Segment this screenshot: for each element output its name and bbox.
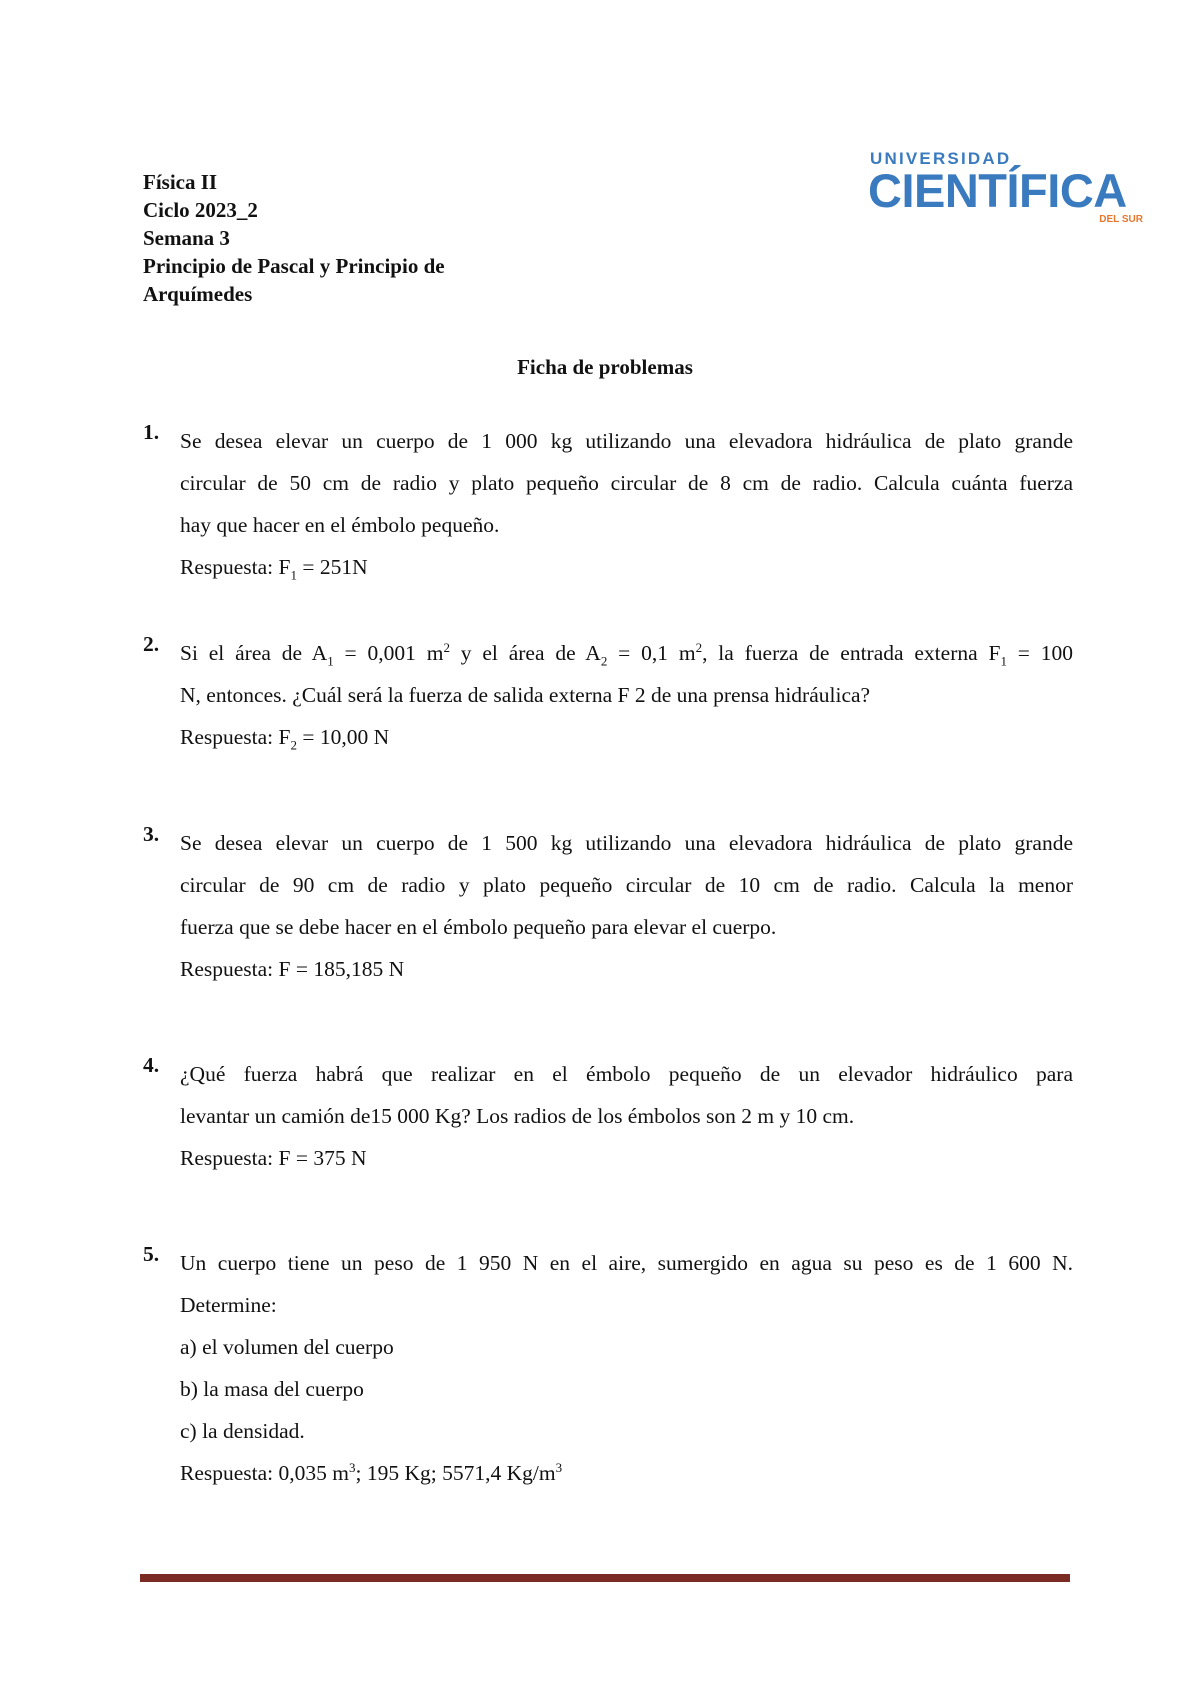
problem-4 — [143, 1053, 1073, 1179]
problem-text-line: Determine: — [180, 1293, 277, 1317]
problem-3 — [143, 822, 1073, 990]
problem-subitem: b) la masa del cuerpo — [180, 1377, 364, 1401]
problem-text-line: Un cuerpo tiene un peso de 1 950 N en el aire, sumergido en agua su peso es de 1 600 N. — [180, 1251, 1073, 1275]
problem-answer: Respuesta: $F_2 = 10,00$ N — [180, 725, 390, 753]
logo-bottom-text: DEL SUR — [1099, 214, 1143, 225]
problem-number: 1. — [143, 420, 160, 444]
problem-number: 2. — [143, 632, 160, 656]
problem-text-line: circular de 50 cm de radio y plato pequeño circular de 8 cm de radio. Calcula cuánta fuerza — [180, 471, 1073, 495]
problem-subitem: c) la densidad. — [180, 1419, 305, 1443]
problem-text-line: Se desea elevar un cuerpo de 1 500 kg utilizando una elevadora hidráulica de plato grande — [180, 831, 1073, 855]
logo-main-text: CIENTÍFICA — [868, 164, 1127, 217]
problem-text-line: N, entonces. ¿Cuál será la fuerza de salida externa F 2 de una prensa hidráulica? — [180, 683, 871, 707]
problem-answer: Respuesta: 0,035 $m^3$; 195 Kg; 5571,4 $Kg/m^3$ — [180, 1459, 563, 1485]
footer-divider — [140, 1574, 1070, 1582]
problem-number: 3. — [143, 822, 160, 846]
problem-text-line: Si el área de $A_1 = 0,001$ $m^2$ y el área de $A_2 = 0,1$ $m^2$, la fuerza de entrada externa $F_1 = 100$ — [180, 639, 1073, 669]
course-header — [143, 168, 523, 308]
problem-text-line: fuerza que se debe hacer en el émbolo pequeño para elevar el cuerpo. — [180, 915, 777, 939]
logo-top-text: UNIVERSIDAD — [870, 149, 1012, 168]
document-title: Ficha de problemas — [517, 355, 693, 379]
problem-answer: Respuesta: F = 375 N — [180, 1146, 367, 1170]
problem-answer: Respuesta: F = 185,185 N — [180, 957, 405, 981]
university-logo — [868, 150, 1143, 230]
problem-subitem: a) el volumen del cuerpo — [180, 1335, 394, 1359]
course-week: Semana 3 — [143, 226, 230, 250]
course-topic-line-1: Principio de Pascal y Principio de — [143, 254, 445, 278]
problem-number: 4. — [143, 1053, 160, 1077]
problem-text-line: Se desea elevar un cuerpo de 1 000 kg utilizando una elevadora hidráulica de plato grande — [180, 429, 1073, 453]
problem-text-line: ¿Qué fuerza habrá que realizar en el émbolo pequeño de un elevador hidráulico para — [180, 1062, 1073, 1086]
course-topic-line-2: Arquímedes — [143, 282, 253, 306]
problem-1 — [143, 420, 1073, 588]
problem-answer: Respuesta: $F_1 = 251N$ — [180, 555, 368, 583]
problem-text-line: levantar un camión de15 000 Kg? Los radios de los émbolos son 2 m y 10 cm. — [180, 1104, 855, 1128]
problem-text-line: circular de 90 cm de radio y plato pequeño circular de 10 cm de radio. Calcula la menor — [180, 873, 1073, 897]
problem-2 — [143, 632, 1073, 758]
problem-number: 5. — [143, 1242, 160, 1266]
problem-text-line: hay que hacer en el émbolo pequeño. — [180, 513, 500, 537]
course-cycle: Ciclo 2023_2 — [143, 198, 258, 222]
course-name: Física II — [143, 170, 218, 194]
problem-5 — [143, 1242, 1073, 1494]
